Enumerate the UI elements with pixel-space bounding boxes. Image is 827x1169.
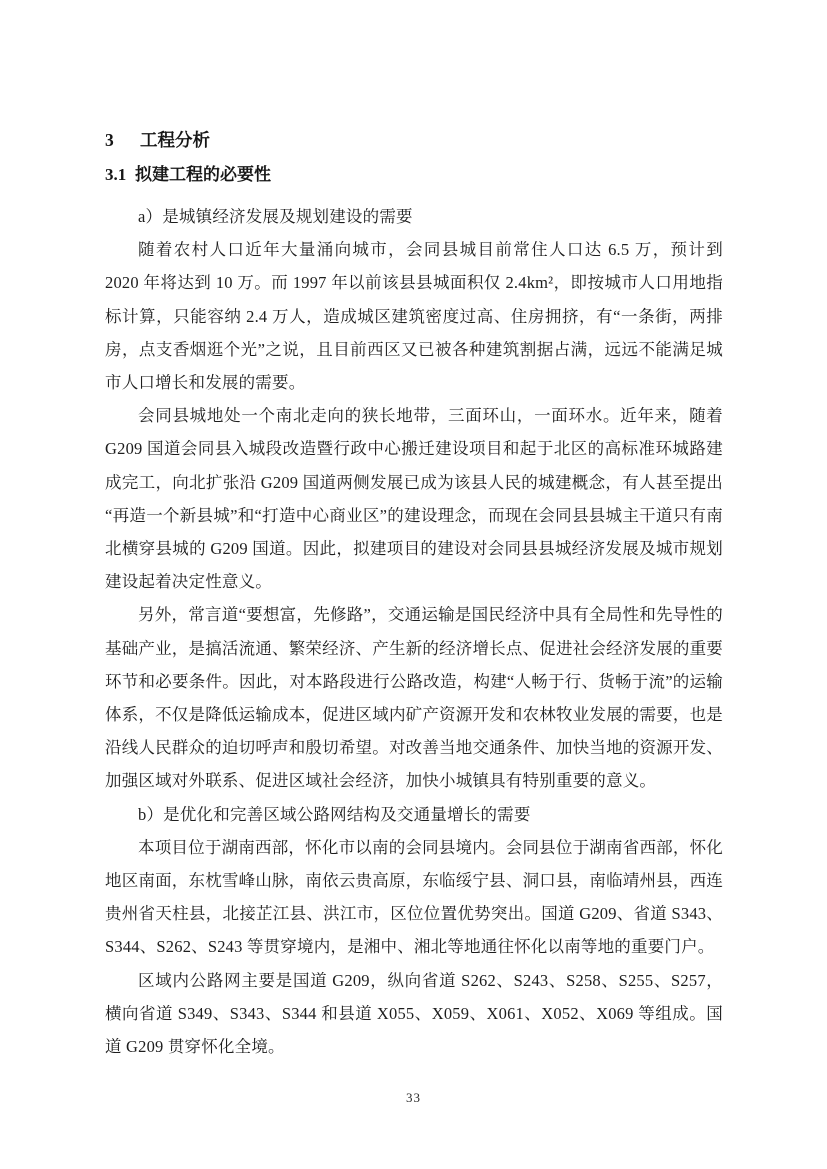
paragraph-county-terrain: 会同县城地处一个南北走向的狭长地带，三面环山，一面环水。近年来，随着 G209 国道会同县入城段改造暨行政中心搬迁建设项目和起于北区的高标准环城路建成完工，向北扩张沿 G209 国道两侧发展已成为该县人民的城建概念，有人甚至提出“再造一个新县城”和“打造中心商业区”的建设理念，而现在会同县县城主干道只有南北横穿县城的 G209 国道。因此，拟建项目的建设对会同县县城经济发展及城市规划建设起着决定性意义。 xyxy=(105,406,723,592)
paragraph-project-location: 本项目位于湖南西部，怀化市以南的会同县境内。会同县位于湖南省西部，怀化地区南面，东枕雪峰山脉，南依云贵高原，东临绥宁县、洞口县，南临靖州县，西连贵州省天柱县，北接芷江县、洪江市，区位位置优势突出。国道 G209、省道 S343、S344、S262、S243 等贯穿境内，是湘中、湘北等地通往怀化以南等地的重要门户。 xyxy=(105,837,723,957)
paragraph-road-network: 区域内公路网主要是国道 G209，纵向省道 S262、S243、S258、S255、S257，横向省道 S349、S343、S344 和县道 X055、X059、X061、X052、X069 等组成。国道 G209 贯穿怀化全境。 xyxy=(105,970,723,1057)
section-number: 3 xyxy=(105,130,114,150)
paragraph-transport-economy: 另外，常言道“要想富，先修路”，交通运输是国民经济中具有全局性和先导性的基础产业，是搞活流通、繁荣经济、产生新的经济增长点、促进社会经济发展的重要环节和必要条件。因此，对本路段进行公路改造，构建“人畅于行、货畅于流”的运输体系，不仅是降低运输成本，促进区域内矿产资源开发和农林牧业发展的需要，也是沿线人民群众的迫切呼声和殷切希望。对改善当地交通条件、加快当地的资源开发、加强区域对外联系、促进区域社会经济，加快小城镇具有特别重要的意义。 xyxy=(105,605,723,791)
section-title: 工程分析 xyxy=(140,130,210,150)
paragraph-urbanization: 随着农村人口近年大量涌向城市，会同县城目前常住人口达 6.5 万，预计到 2020 年将达到 10 万。而 1997 年以前该县县城面积仅 2.4km²，即按城市人口用地指标计算，只能容纳 2.4 万人，造成城区建筑密度过高、住房拥挤，有“一条街，两排房，点支香烟逛个光”之说，且目前西区又已被各种建筑割据占满，远远不能满足城市人口增长和发展的需要。 xyxy=(105,240,723,393)
list-item-a-heading: a）是城镇经济发展及规划建设的需要 xyxy=(138,207,413,226)
list-item-b-heading: b）是优化和完善区域公路网结构及交通量增长的需要 xyxy=(138,804,531,824)
document-content xyxy=(105,128,723,1063)
section-heading xyxy=(105,128,723,152)
subsection-heading xyxy=(105,163,723,187)
subsection-number: 3.1 xyxy=(105,165,127,184)
page-number: 33 xyxy=(406,1090,421,1105)
subsection-title: 拟建工程的必要性 xyxy=(135,165,271,184)
